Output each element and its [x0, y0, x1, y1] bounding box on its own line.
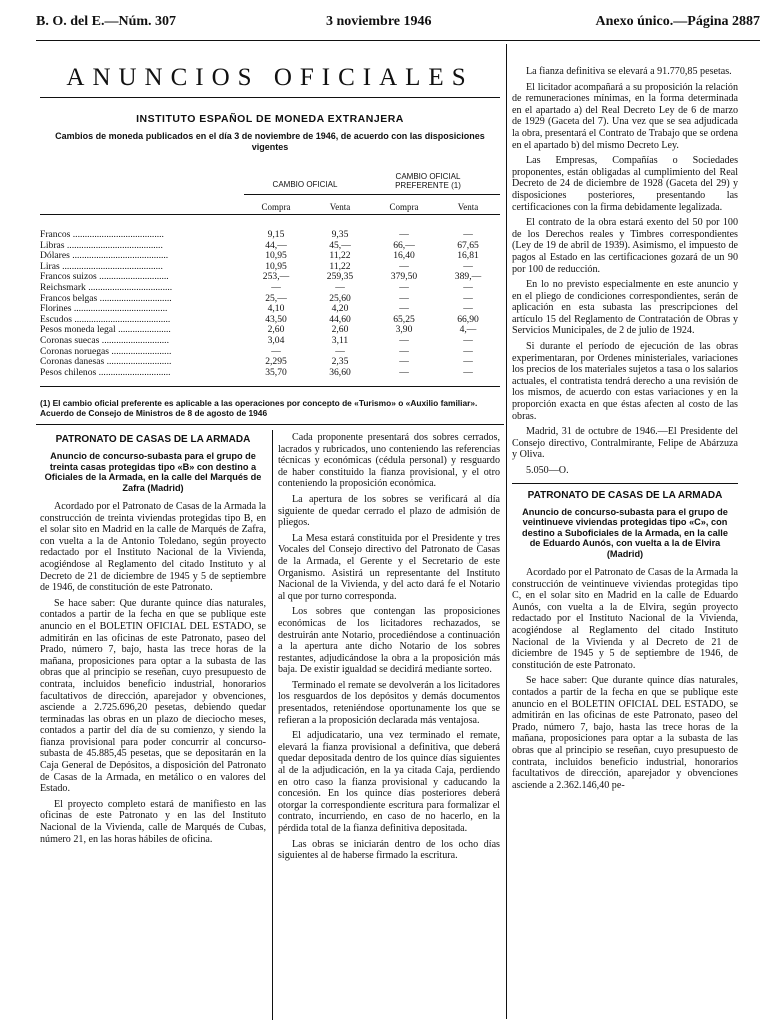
rate-value: 259,35	[326, 271, 354, 283]
right-notice-body	[512, 66, 738, 477]
rate-value: —	[463, 356, 473, 368]
right-notice-title: PATRONATO DE CASAS DE LA ARMADA	[527, 489, 723, 501]
currency-row	[40, 368, 500, 379]
left-notice-title: PATRONATO DE CASAS DE LA ARMADA	[55, 434, 251, 445]
rate-value: 35,70	[265, 366, 287, 378]
rate-value: 3,11	[331, 334, 349, 346]
col-preferential-sell: Venta	[457, 202, 479, 212]
rate-value: —	[399, 281, 409, 293]
paragraph: Acordado por el Patronato de Casas de la Armada la construcción de treinta viviendas protegidas tipo B, en el solar sito en Madrid en la calle de Marqués de Zafra, con vuelta a la de Antonio Toledano, según proyecto redactado por el Instituto Nacional de la Vivienda, acogiéndose al Reglamento del citado Instituto y al Decreto de 21 de diciembre de 1945 y 5 de septiembre de 1946, de constitución de este Patronato.	[40, 501, 266, 594]
main-title: ANUNCIOS OFICIALES	[66, 64, 474, 91]
currency-label: Francos ......................................	[40, 230, 164, 240]
rate-value: 2,35	[331, 356, 349, 368]
rate-value: 2,60	[331, 324, 349, 336]
rate-value: 4,—	[459, 324, 477, 336]
currency-row	[40, 283, 500, 294]
rate-value: —	[463, 366, 473, 378]
rate-value: —	[271, 345, 281, 357]
rate-value: 2,60	[267, 324, 285, 336]
issue-date: 3 noviembre 1946	[326, 14, 432, 29]
institute-section	[40, 112, 500, 156]
middle-column	[278, 432, 500, 1020]
middle-notice-body	[278, 432, 500, 862]
rate-value: —	[399, 356, 409, 368]
paragraph: Acordado por el Patronato de Casas de la Armada la construcción de veintinueve viviendas protegidas tipo C, en el solar sito en Madrid en la calle de Eduardo Aunós, con vuelta a la de Elvira, según proyecto redactado por el Instituto Nacional de la Vivienda, acogiéndose al Reglamento del citado Instituto Nacional de la Vivienda y al Decreto de 21 de diciembre de 1945 y 5 de septiembre de 1946, de constitución de este Patronato.	[512, 567, 738, 671]
institute-subtitle: Cambios de moneda publicados en el día 3 de noviembre de 1946, de acuerdo con las disposiciones vigentes	[55, 131, 485, 152]
rate-value: 4,20	[331, 303, 349, 315]
currency-label: Francos suizos .............................	[40, 272, 169, 283]
paragraph: Madrid, 31 de octubre de 1946.—El Presidente del Consejo directivo, Contralmirante, Felipe de Abárzuza y Oliva.	[512, 426, 738, 461]
rate-value: 45,—	[329, 239, 351, 251]
rate-value: 9,15	[267, 229, 285, 240]
currency-label: Coronas noruegas .........................	[40, 346, 172, 357]
currency-label: Escudos ........................................	[40, 314, 171, 325]
rate-value: —	[399, 260, 409, 272]
rate-value: —	[463, 334, 473, 346]
notice-divider	[512, 483, 738, 484]
rate-value: 36,60	[329, 366, 351, 378]
header-official-rate: CAMBIO OFICIAL	[272, 180, 338, 189]
rate-value: —	[335, 345, 345, 357]
paragraph: La apertura de los sobres se verificará al día siguiente de quedar cerrado el plazo de admisión de pliegos.	[278, 493, 500, 529]
table-bottom-rule	[40, 386, 500, 387]
section-rule	[36, 424, 504, 425]
rate-value: 25,60	[329, 292, 351, 304]
currency-row	[40, 272, 500, 283]
rate-value: 10,95	[265, 260, 287, 272]
rate-value: —	[399, 334, 409, 346]
rate-value: 253,—	[262, 271, 290, 283]
rate-value: —	[463, 303, 473, 315]
page-number: Anexo único.—Página 2887	[595, 14, 760, 29]
paragraph: El adjudicatario, una vez terminado el remate, elevará la fianza provisional a definitiva, que deberá quedar depositada dentro de los quince días siguientes al de la adjudicación, en la ya citada Caja, perdiendo en otro caso la fianza provisional y caducando la concesión. En los quince días posteriores deberá otorgar la correspondiente escritura para formalizar el contrato, incurriendo, en caso de no hacerlo, en la pérdida total de la fianza definitiva depositada.	[278, 730, 500, 834]
paragraph: Las obras se iniciarán dentro de los ocho días siguientes al de haberse firmado la escritura.	[278, 838, 500, 862]
rate-value: 66,—	[393, 239, 415, 251]
rate-value: 389,—	[454, 271, 482, 283]
left-column	[40, 432, 266, 1020]
column-rule-right	[506, 44, 507, 1019]
currency-label: Florines .......................................	[40, 304, 168, 315]
right-notice-subtitle: Anuncio de concurso-subasta para el grupo de veintinueve viviendas protegidas tipo «C», con destino a Suboficiales de la Armada, en la calle de Eduardo Aunós, con vuelta a la de Elvira (Madrid)	[522, 506, 728, 559]
currency-row	[40, 336, 500, 347]
rate-value: —	[399, 303, 409, 315]
currency-label: Coronas suecas ............................	[40, 335, 169, 346]
rate-value: 65,25	[393, 313, 415, 325]
right-notice-body-2	[512, 567, 738, 791]
table-footnote: (1) El cambio oficial preferente es aplicable a las operaciones por concepto de «Turismo» o «Auxilio familiar». Acuerdo de Consejo de Ministros de 8 de agosto de 1946	[40, 398, 478, 418]
rate-value: 3,90	[395, 324, 413, 336]
table-top-rule	[40, 214, 500, 215]
paragraph: Si durante el período de ejecución de las obras experimentaran, por Ordenes ministeriales, variaciones los precios de los materiales sujetos a tasa o los salarios actuales, el contratista tendrá derecho a una revisión de los mismos, de acuerdo con estas variaciones y en la proporción exacta en que éstas afecten al costo de las obras.	[512, 341, 738, 422]
paragraph: Cada proponente presentará dos sobres cerrados, lacrados y rubricados, uno conteniendo las referencias técnicas y económicas (cédula personal) y resguardo de haber constituido la fianza provisional, y el otro conteniendo la proposición económica.	[278, 432, 500, 490]
rate-value: 9,35	[331, 229, 349, 240]
rate-value: —	[271, 281, 281, 293]
paragraph: Las Empresas, Compañías o Sociedades proponentes, están obligadas al cumplimiento del Real Decreto de 24 de diciembre de 1928 (Gaceta del 29) y disposiciones posteriores, presentando las certificaciones con la firma debidamente legalizada.	[512, 155, 738, 213]
rate-value: —	[399, 345, 409, 357]
rate-value: —	[399, 229, 409, 240]
header-rule	[36, 40, 760, 41]
right-column	[512, 66, 738, 1020]
bulletin-number: B. O. del E.—Núm. 307	[36, 14, 177, 29]
rate-value: 2,295	[265, 356, 287, 368]
rate-value: 3,04	[267, 334, 285, 346]
paragraph: La Mesa estará constituida por el Presidente y tres Vocales del Consejo directivo del Patronato de Casas de la Armada, el Gerente y el Secretario de este Organismo. Asistirá un representante del Instituto Nacional de la Vivienda, y del acto dará fe el Notario al que por turno corresponda.	[278, 532, 500, 602]
paragraph: Se hace saber: Que durante quince días naturales, contados a partir de la fecha en que se publique este anuncio en el BOLETIN OFICIAL DEL ESTADO, se admitirán en las oficinas de este Patronato, paseo del Prado, número 7, bajo, hasta las trece horas de la mañana, proposiciones para optar a la subasta de las obras que al principio se reseñan, cuyo presupuesto de contrata, incluidos beneficio industrial, honorarios facultativos de dirección, aparejador y obvenciones, asciende a 2.725.696,20 pesetas, debiendo quedar terminadas las obras en un plazo de dieciocho meses, contados a partir del día de su comienzo, y siendo la fianza provisional para poder concurrir al concurso-subasta de 45.885,45 pesetas, que se depositarán en la Caja General de Depósitos, a disposición del Patronato de Casas de la Armada, en metálico o en valores del Estado.	[40, 597, 266, 795]
rate-value: —	[463, 229, 473, 240]
rate-value: 11,22	[329, 250, 351, 262]
rate-value: 43,50	[265, 313, 287, 325]
rate-value: 10,95	[265, 250, 287, 262]
paragraph: El licitador acompañará a su proposición la relación de remuneraciones mínimas, en la forma determinada en el apartado a) del Real Decreto Ley de 6 de marzo de 1929 (Gaceta del 7). Una vez que se sea adjudicada la obra, presentará el Contrato de Trabajo que se ordena en el apartado b) del mismo Decreto Ley.	[512, 81, 738, 151]
currency-row	[40, 230, 500, 241]
rate-value: 25,—	[265, 292, 287, 304]
rate-value: —	[463, 260, 473, 272]
paragraph: Los sobres que contengan las proposiciones económicas de los licitadores rechazados, se destruirán ante Notario, procediéndose a continuación a la apertura ante dicho Notario de los sobres restantes, adjudicándose la obra a la proposición más baja. De existir igualdad se decidirá mediante sorteo.	[278, 606, 500, 676]
paragraph: Terminado el remate se devolverán a los licitadores los resguardos de los depósitos y demás documentos presentados, reteniéndose oportunamente los que se refieran a la proposición declarada más ventajosa.	[278, 679, 500, 726]
title-rule	[40, 97, 500, 98]
rate-value: —	[399, 292, 409, 304]
rate-value: —	[335, 281, 345, 293]
paragraph: La fianza definitiva se elevará a 91.770,85 pesetas.	[526, 66, 732, 77]
col-official-buy: Compra	[261, 202, 291, 212]
paragraph: 5.050—O.	[526, 465, 569, 476]
rate-value: —	[399, 366, 409, 378]
rate-value: —	[463, 345, 473, 357]
left-notice-body	[40, 501, 266, 845]
currency-label: Coronas danesas ...........................	[40, 357, 172, 368]
rate-value: —	[463, 281, 473, 293]
col-official-sell: Venta	[329, 202, 351, 212]
rate-value: 16,40	[393, 250, 415, 262]
rate-value: 44,60	[329, 313, 351, 325]
rate-value: 16,81	[457, 250, 479, 262]
page-header	[36, 14, 760, 38]
exchange-rate-table	[40, 230, 500, 378]
currency-label: Liras ..........................................	[40, 261, 163, 272]
column-rule-left	[272, 430, 273, 1020]
rate-value: 379,50	[390, 271, 418, 283]
paragraph: Se hace saber: Que durante quince días naturales, contados a partir de la fecha en que se publique este anuncio en el BOLETIN OFICIAL DEL ESTADO, se admitirán en las oficinas de este Patronato, paseo del Prado, número 7, bajo, hasta las trece horas de la mañana, proposiciones para optar a la subasta de las obras que al principio se reseñan, cuyo presupuesto de contrata, incluidos beneficio industrial, honorarios facultativos de dirección, aparejador y obvenciones asciende a 2.362.146,40 pe-	[512, 675, 738, 791]
paragraph: El contrato de la obra estará exento del 50 por 100 de los Derechos reales y Timbres correspondientes (Ley de 19 de abril de 1939). Asimismo, el impuesto de pagos al Estado en las certificaciones gozará de un 90 por 100 de reducción.	[512, 217, 738, 275]
rate-value: 66,90	[457, 313, 479, 325]
paragraph: El proyecto completo estará de manifiesto en las oficinas de este Patronato y en las del Instituto Nacional de la Vivienda, calle de Marqués de Cubas, número 21, en las horas hábiles de oficina.	[40, 798, 266, 845]
currency-label: Pesos moneda legal ......................	[40, 325, 171, 336]
paragraph: En lo no previsto especialmente en este anuncio y en el pliego de condiciones correspondientes, serán de aplicación en esta subasta las prescripciones del artículo 15 del Reglamento de Contratación de Obras y Servicios Municipales, de 2 de julio de 1924.	[512, 279, 738, 337]
currency-label: Pesos chilenos ..............................	[40, 367, 171, 378]
header-preferential-rate: CAMBIO OFICIAL PREFERENTE (1)	[395, 172, 461, 190]
rate-value: 4,10	[267, 303, 285, 315]
currency-label: Dólares ........................................	[40, 251, 169, 262]
institute-title: INSTITUTO ESPAÑOL DE MONEDA EXTRANJERA	[136, 113, 404, 125]
table-header-rule	[244, 194, 500, 195]
rate-value: 67,65	[457, 239, 479, 251]
currency-label: Libras ........................................	[40, 240, 163, 251]
rate-value: 11,22	[329, 260, 351, 272]
rate-value: 44,—	[265, 239, 287, 251]
rate-value: —	[463, 292, 473, 304]
left-notice-subtitle: Anuncio de concurso-subasta para el grupo de treinta casas protegidas tipo «B» con destino a Oficiales de la Armada, en la calle del Marqués de Zafra (Madrid)	[44, 451, 262, 493]
col-preferential-buy: Compra	[389, 202, 419, 212]
currency-label: Francos belgas ..............................	[40, 293, 172, 304]
currency-label: Reichsmark ...................................	[40, 282, 173, 293]
